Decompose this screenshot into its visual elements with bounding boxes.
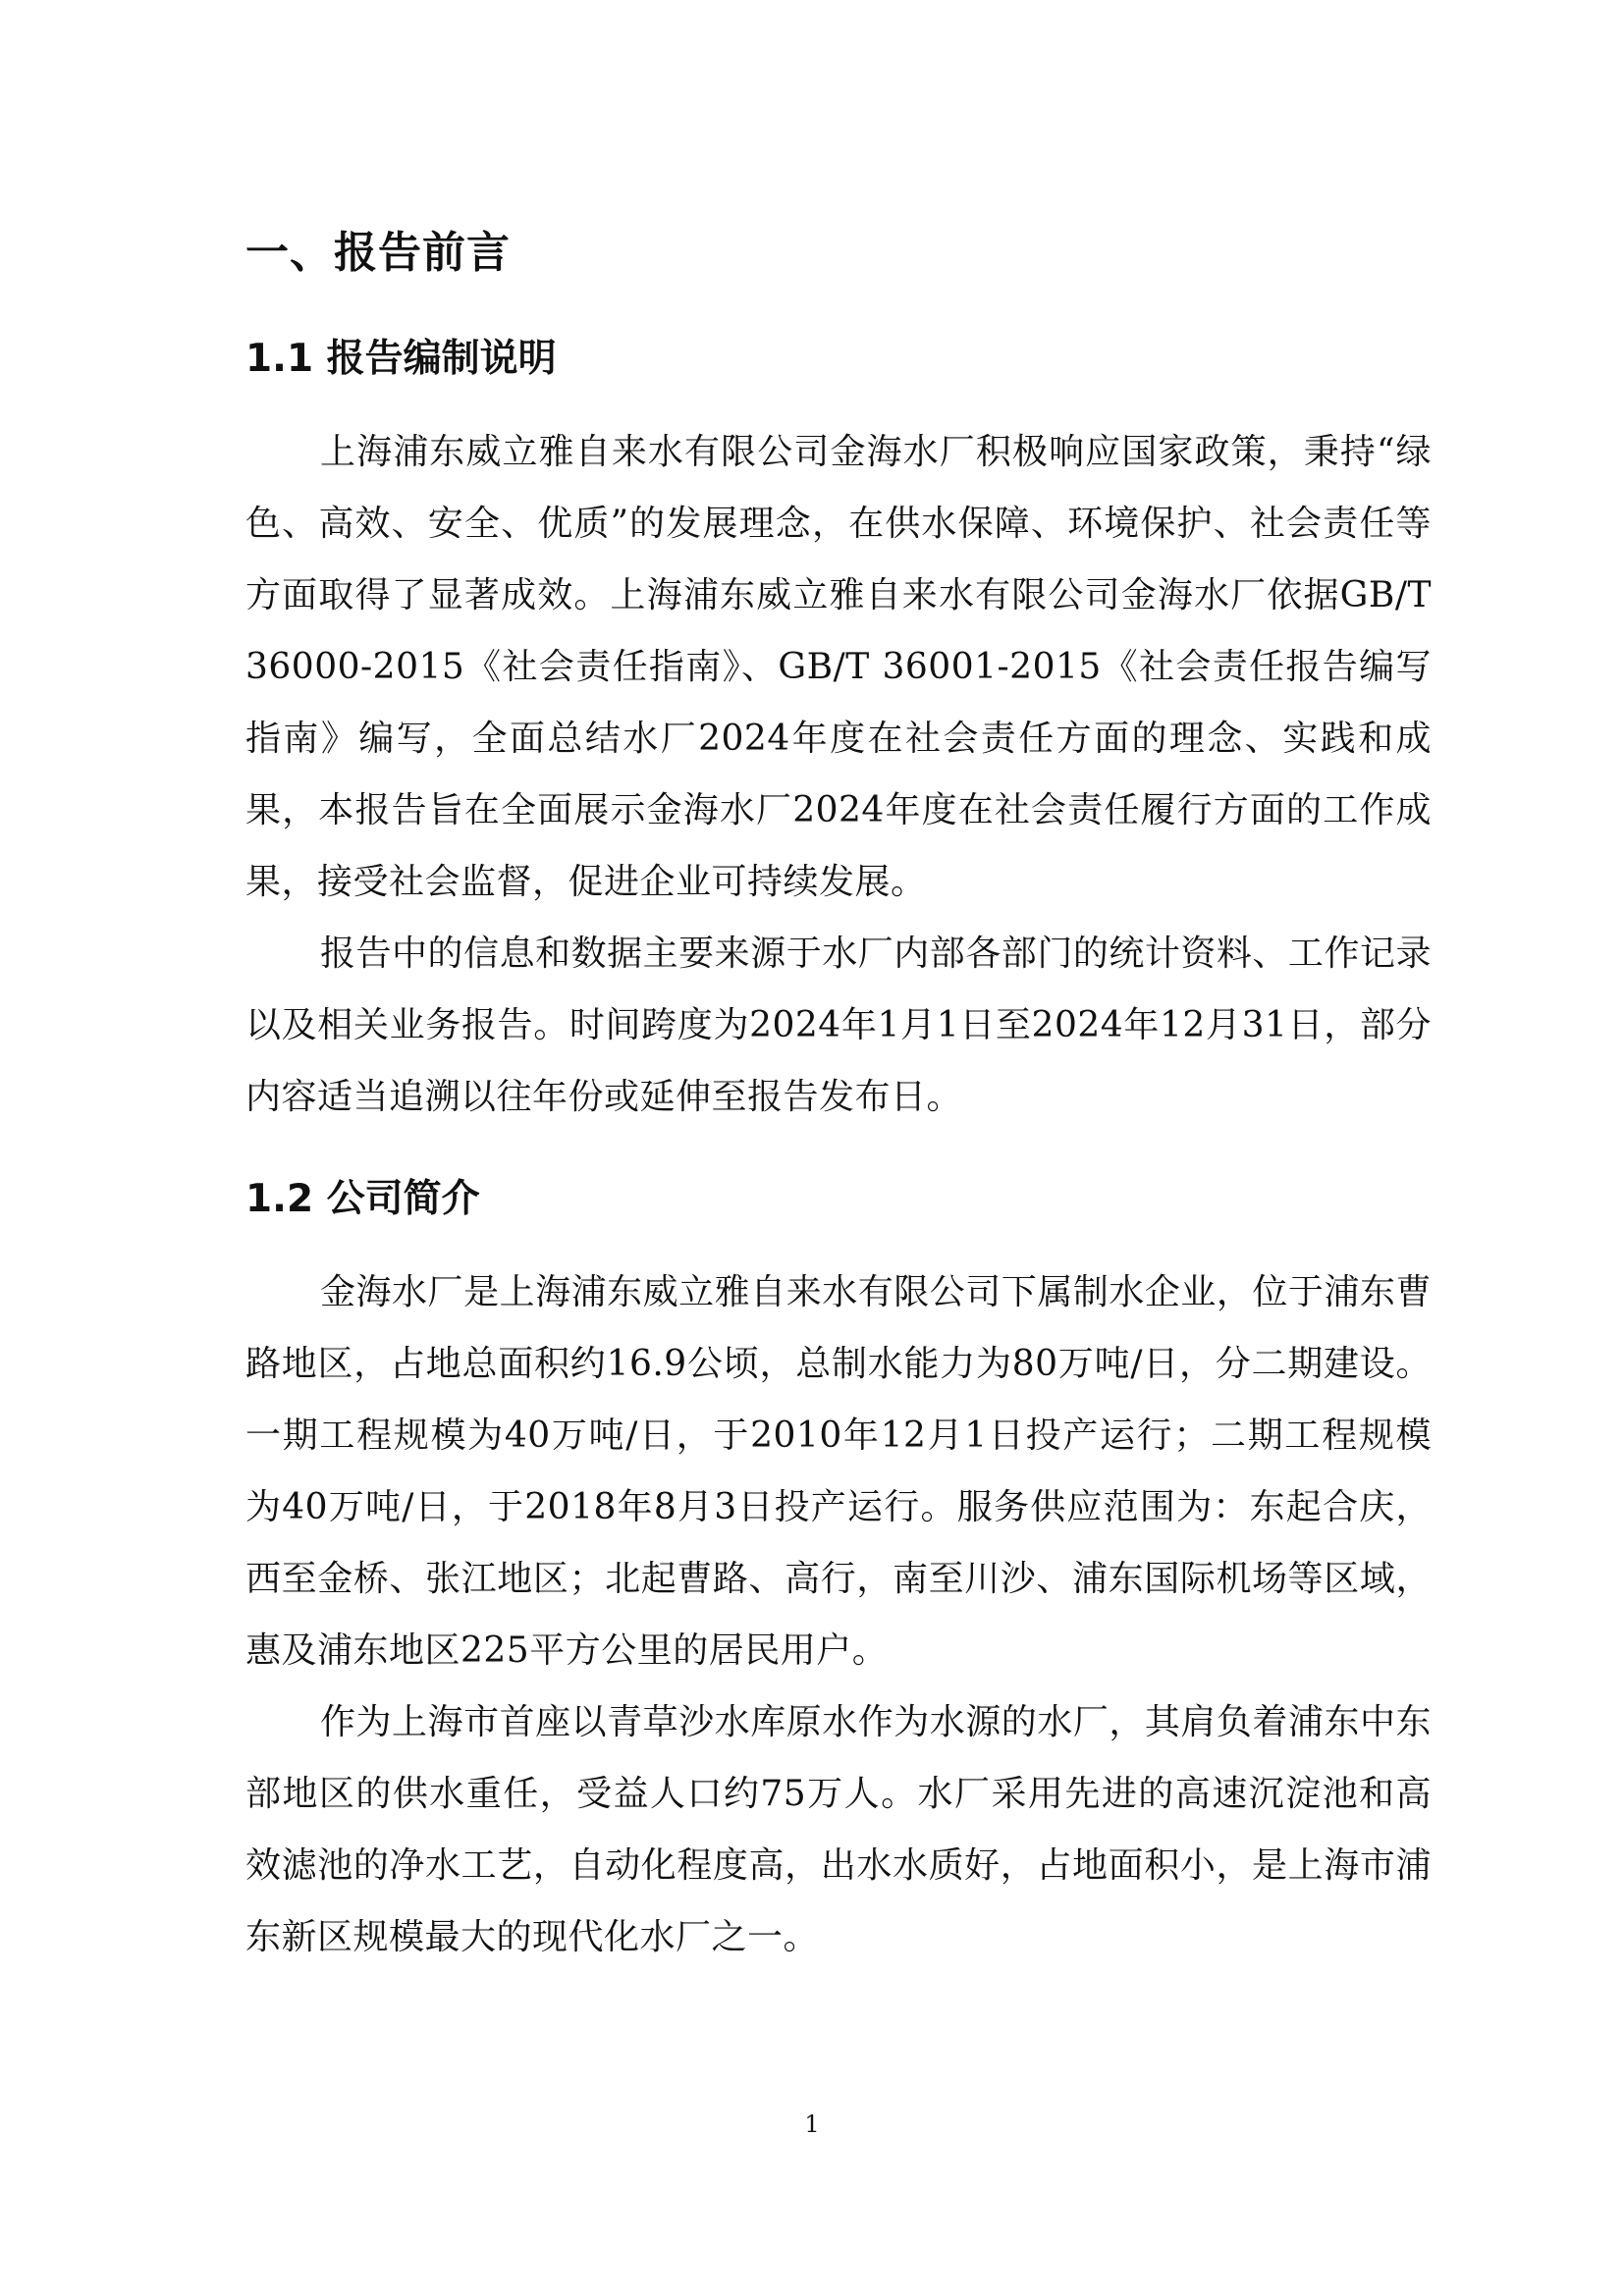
paragraph: 上海浦东威立雅自来水有限公司金海水厂积极响应国家政策，秉持“绿色、高效、安全、优质”的发展理念，在供水保障、环境保护、社会责任等方面取得了显著成效。上海浦东威立雅自来水有限公司金海水厂依据GB/T 36000-2015《社会责任指南》、GB/T 36001-2015《社会责任报告编写指南》编写，全面总结水厂2024年度在社会责任方面的理念、实践和成果，本报告旨在全面展示金海水厂2024年度在社会责任履行方面的工作成果，接受社会监督，促进企业可持续发展。 xyxy=(245,432,1432,902)
subsection-heading-1-2: 1.2 公司简介 xyxy=(245,1177,480,1221)
paragraph: 报告中的信息和数据主要来源于水厂内部各部门的统计资料、工作记录以及相关业务报告。时间跨度为2024年1月1日至2024年12月31日，部分内容适当追溯以往年份或延伸至报告发布日。 xyxy=(245,934,1432,1117)
paragraph: 作为上海市首座以青草沙水库原水作为水源的水厂，其肩负着浦东中东部地区的供水重任，受益人口约75万人。水厂采用先进的高速沉淀池和高效滤池的净水工艺，自动化程度高，出水水质好，占地面积小，是上海市浦东新区规模最大的现代化水厂之一。 xyxy=(245,1702,1432,1957)
page-number: 1 xyxy=(804,2110,820,2138)
spacer xyxy=(245,1133,1432,1172)
subsection-heading-1-1: 1.1 报告编制说明 xyxy=(245,337,557,381)
section-heading: 一、报告前言 xyxy=(245,228,511,278)
paragraph: 金海水厂是上海浦东威立雅自来水有限公司下属制水企业，位于浦东曹路地区，占地总面积约16.9公顷，总制水能力为80万吨/日，分二期建设。一期工程规模为40万吨/日，于2010年12月1日投产运行；二期工程规模为40万吨/日，于2018年8月3日投产运行。服务供应范围为：东起合庆，西至金桥、张江地区；北起曹路、高行，南至川沙、浦东国际机场等区域，惠及浦东地区225平方公里的居民用户。 xyxy=(245,1272,1432,1671)
page-content xyxy=(245,224,1432,1973)
